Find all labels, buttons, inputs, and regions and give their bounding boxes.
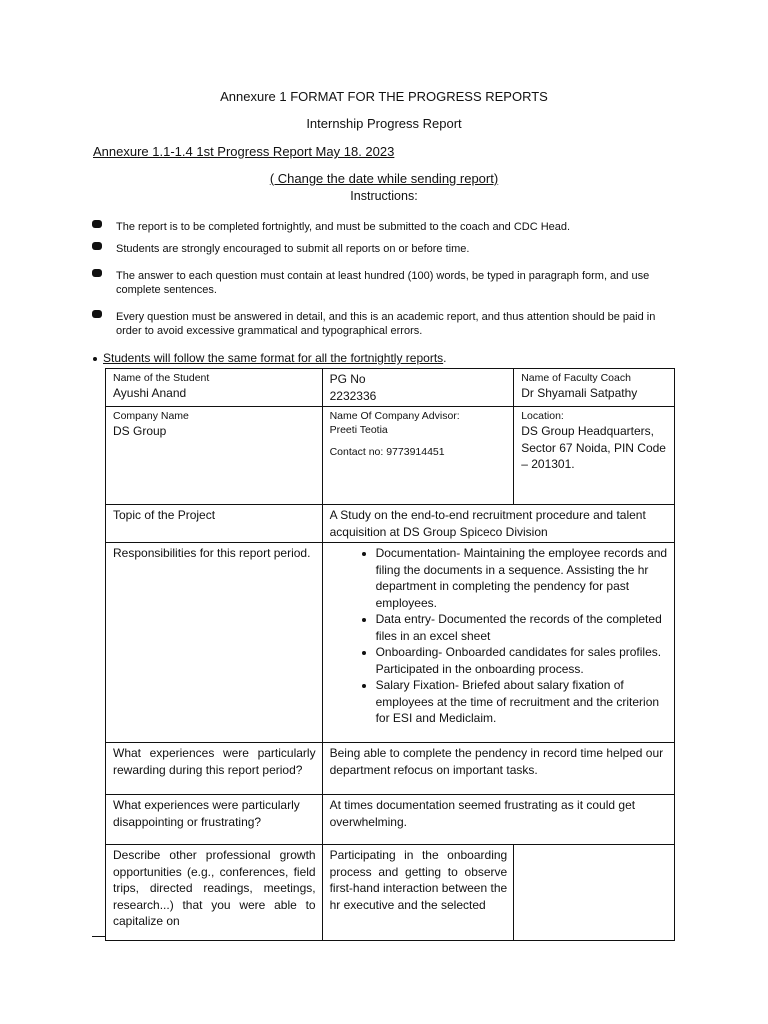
advisor-value: Preeti Teotia [329, 424, 388, 436]
growth-question: Describe other professional growth opportunities (e.g., conferences, field trips, directed readings, meetings, research...) that you were able to capitalize on [113, 848, 316, 928]
instruction-text: Students are strongly encouraged to submit all reports on or before time. [116, 243, 470, 255]
topic-label-cell [106, 505, 323, 543]
follow-format-note: Students will follow the same format for all the fortnightly reports. [93, 351, 447, 365]
list-item: • Documentation- Maintaining the employee records and filing the documents in a sequence. Assisting the hr department in completing the pendency for past employees. [376, 545, 668, 611]
company-cell [106, 407, 323, 505]
coach-cell [514, 369, 675, 407]
pg-label: PG No [329, 372, 366, 386]
responsibilities-list [330, 545, 668, 727]
topic-value-cell [322, 505, 674, 543]
follow-format-text: Students will follow the same format for all the fortnightly reports [103, 351, 444, 365]
list-item: • Onboarding- Onboarded candidates for sales profiles. Participated in the onboarding process. [376, 644, 668, 677]
bullet-icon [92, 269, 102, 277]
list-item: • Data entry- Documented the records of the completed files in an excel sheet [376, 611, 668, 644]
instruction-text: Every question must be answered in detail, and this is an academic report, and thus attention should be paid in order to avoid excessive grammatical and typographical errors. [116, 311, 656, 337]
rewarding-question: What experiences were particularly rewarding during this report period? [113, 746, 316, 777]
location-cell [514, 407, 675, 505]
table-row [106, 743, 675, 795]
instruction-text: The report is to be completed fortnightly, and must be submitted to the coach and CDC Head. [116, 221, 571, 233]
topic-value: A Study on the end-to-end recruitment procedure and talent acquisition at DS Group Spiceco Division [329, 508, 646, 539]
progress-report-table [105, 368, 675, 941]
advisor-label: Name Of Company Advisor: [329, 410, 460, 422]
table-row [106, 369, 675, 407]
bullet-icon [92, 242, 102, 250]
instructions-title: Instructions: [350, 189, 418, 203]
instruction-text: The answer to each question must contain at least hundred (100) words, be typed in paragraph form, and use complete sentences. [116, 270, 650, 296]
report-subheading: Annexure 1.1-1.4 1st Progress Report May 18. 2023 [93, 144, 395, 159]
bullet-icon [93, 357, 97, 361]
annexure-title: Annexure 1 FORMAT FOR THE PROGRESS REPORTS [220, 89, 548, 104]
table-row [106, 845, 675, 941]
rewarding-a-cell [322, 743, 674, 795]
student-value: Ayushi Anand [113, 386, 187, 400]
disappointing-q-cell [106, 795, 323, 845]
location-label: Location: [521, 410, 564, 422]
company-value: DS Group [113, 424, 167, 438]
disappointing-question: What experiences were particularly disappointing or frustrating? [113, 798, 300, 829]
coach-label: Name of Faculty Coach [521, 372, 631, 384]
disappointing-a-cell [322, 795, 674, 845]
coach-value: Dr Shyamali Satpathy [521, 386, 638, 400]
table-row [106, 543, 675, 743]
resp-label: Responsibilities for this report period. [113, 546, 311, 560]
growth-q-cell [106, 845, 323, 941]
company-label: Company Name [113, 410, 189, 422]
table-divider [92, 936, 106, 937]
table-row [106, 795, 675, 845]
list-item: • Salary Fixation- Briefed about salary fixation of employees at the time of recruitment and the criterion for ESI and Mediclaim. [376, 677, 668, 727]
disappointing-answer: At times documentation seemed frustrating as it could get overwhelming. [329, 798, 636, 829]
bullet-icon [92, 310, 102, 318]
report-title: Internship Progress Report [306, 116, 462, 131]
topic-label: Topic of the Project [113, 508, 216, 522]
student-cell [106, 369, 323, 407]
growth-a-cell [322, 845, 514, 941]
pg-cell [322, 369, 514, 407]
resp-value-cell [322, 543, 674, 743]
growth-empty-cell [514, 845, 675, 941]
table-row [106, 407, 675, 505]
location-value: DS Group Headquarters, Sector 67 Noida, PIN Code – 201301. [521, 424, 666, 471]
advisor-contact: Contact no: 9773914451 [329, 446, 445, 458]
change-date-note: ( Change the date while sending report) [269, 171, 499, 186]
student-label: Name of the Student [113, 372, 210, 384]
growth-answer: Participating in the onboarding process and getting to observe first-hand interaction between the hr executive and the selected [329, 848, 508, 912]
advisor-cell [322, 407, 514, 505]
table-row [106, 505, 675, 543]
rewarding-answer: Being able to complete the pendency in record time helped our department refocus on important tasks. [329, 746, 664, 777]
bullet-icon [92, 220, 102, 228]
pg-value: 2232336 [329, 388, 377, 403]
rewarding-q-cell [106, 743, 323, 795]
resp-label-cell [106, 543, 323, 743]
